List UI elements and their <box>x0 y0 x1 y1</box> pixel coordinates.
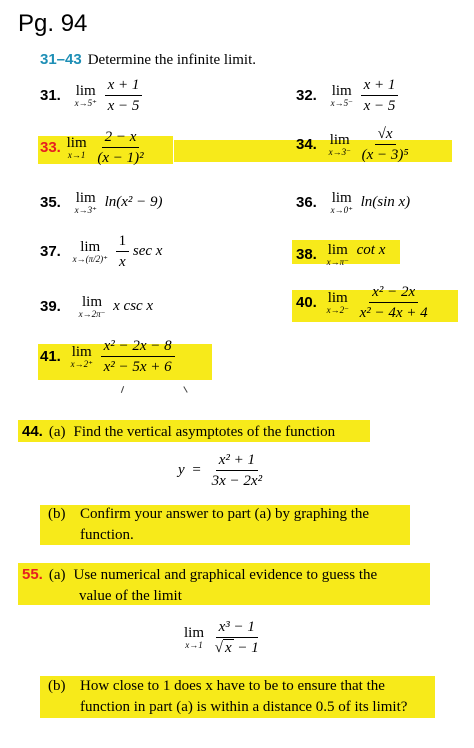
limit-operator: lim x→3⁻ <box>328 132 351 157</box>
fraction: $\frac{x + 1}{x - 5}$ <box>361 76 399 115</box>
problem-41 <box>40 337 175 376</box>
expression: x csc x <box>113 298 154 314</box>
limit-operator: lim x→5⁻ <box>330 83 353 108</box>
problem-44-a <box>22 421 335 443</box>
fraction: $\frac{\text{x² + 1}}{\text{3x − 2x²}}$ <box>211 452 263 489</box>
limit-operator: lim x→π⁻ <box>326 242 349 267</box>
problem-number: 39. <box>40 298 61 315</box>
limit-operator: lim x→0⁺ <box>330 190 353 215</box>
limit-operator: lim x→1 <box>66 135 87 160</box>
limit-operator: lim x→2π⁻ <box>78 294 106 319</box>
part-label: (b) <box>48 678 66 694</box>
part-b-text: function. <box>80 527 134 543</box>
limit-operator: lim x→2⁻ <box>326 290 349 315</box>
limit-operator: lim x→(π/2)⁺ <box>72 239 108 264</box>
part-b-text: How close to 1 does x have to be to ensure that the <box>80 678 385 694</box>
problem-number: 33. <box>40 139 61 156</box>
part-label: (a) <box>48 567 66 583</box>
fraction: $\frac{2 - x}{\text{(x − 1)²}}$ <box>97 129 144 166</box>
fraction: $\frac{1}{x}$ <box>116 232 130 271</box>
fraction: $\frac{√x}{\text{(x − 3)⁵}}$ <box>361 126 409 163</box>
fraction: $\frac{\text{x² − 2x}}{\text{x² − 4x + 4}}$ <box>359 284 428 321</box>
expression: sec x <box>132 243 163 259</box>
limit-operator: lim x→3⁺ <box>74 190 97 215</box>
problem-55-b <box>48 676 407 718</box>
problem-44-function: y = $\frac{\text{x² + 1}}{\text{3x − 2x²}}$ <box>178 451 265 490</box>
part-label: (b) <box>48 506 66 522</box>
problem-31 <box>40 76 142 115</box>
problem-number: 55. <box>22 566 43 583</box>
problem-37 <box>40 232 162 271</box>
problem-40 <box>296 283 431 322</box>
problem-number: 34. <box>296 136 317 153</box>
pencil-mark <box>121 386 124 393</box>
problem-number: 44. <box>22 423 43 440</box>
part-a-text: Use numerical and graphical evidence to guess the <box>73 567 378 583</box>
problem-number: 35. <box>40 194 61 211</box>
problem-number: 32. <box>296 87 317 104</box>
problem-number: 41. <box>40 348 61 365</box>
problem-39 <box>40 294 153 319</box>
expression: ln(sin x) <box>360 194 411 210</box>
page-label: Pg. 94 <box>18 10 88 37</box>
part-b-text: Confirm your answer to part (a) by graphing the <box>80 506 370 522</box>
problem-44-b <box>48 504 369 546</box>
pencil-mark <box>183 386 187 393</box>
part-a-text: Find the vertical asymptotes of the function <box>73 424 336 440</box>
problem-55-a <box>22 564 377 607</box>
problem-number: 37. <box>40 243 61 260</box>
part-a-text: value of the limit <box>79 588 182 604</box>
problem-33 <box>40 128 147 167</box>
part-label: (a) <box>48 424 66 440</box>
problem-range: 31–43 <box>40 51 82 68</box>
instructions-text: Determine the infinite limit. <box>87 52 257 68</box>
problem-38 <box>296 242 385 267</box>
problem-number: 40. <box>296 294 317 311</box>
problem-number: 38. <box>296 246 317 263</box>
problem-36 <box>296 190 410 215</box>
problem-35 <box>40 190 163 215</box>
instructions <box>40 51 256 69</box>
fraction: $\frac{\text{x³ − 1}}{√ x - 1}$ <box>214 619 259 656</box>
problem-55-limit <box>184 618 262 657</box>
expression: cot x <box>356 242 386 258</box>
fraction: $\frac{x + 1}{x - 5}$ <box>105 76 143 115</box>
expression: ln(x² − 9) <box>104 194 163 210</box>
part-b-text: function in part (a) is within a distance 0.5 of its limit? <box>80 699 408 715</box>
problem-34 <box>296 125 412 164</box>
problem-number: 36. <box>296 194 317 211</box>
problem-32 <box>296 76 398 115</box>
limit-operator: lim x→1 <box>184 625 205 650</box>
limit-operator: lim x→2⁺ <box>70 344 93 369</box>
problem-number: 31. <box>40 87 61 104</box>
fraction: $\frac{\text{x² − 2x − 8}}{\text{x² − 5x + 6}}$ <box>101 337 175 376</box>
limit-operator: lim x→5⁺ <box>74 83 97 108</box>
